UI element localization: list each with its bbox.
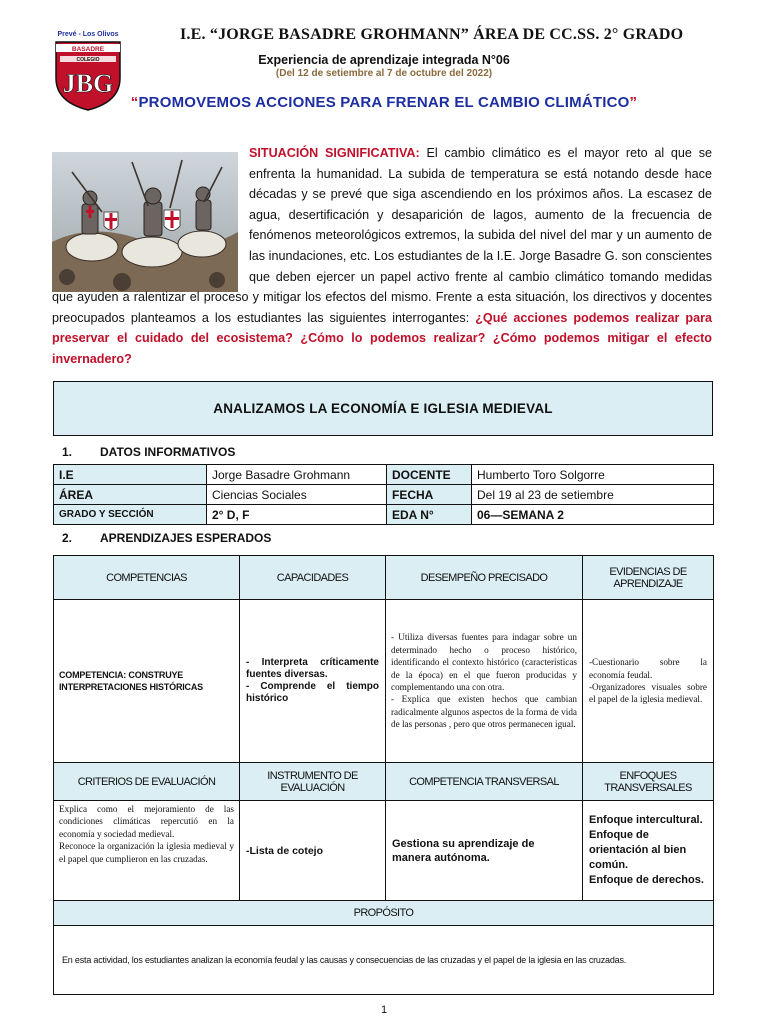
grado-value: 2° D, F: [207, 505, 387, 525]
proposito-header: PROPÓSITO: [54, 901, 714, 926]
logo-label: COLEGIO: [76, 57, 100, 63]
competencia-transversal-cell: Gestiona su aprendizaje de manera autónoma.: [386, 801, 583, 901]
table-row: [54, 505, 714, 525]
logo-top-text: Prevé - Los Olivos: [57, 31, 119, 38]
eda-label: EDA N°: [387, 505, 472, 525]
proposito-cell: En esta actividad, los estudiantes analizan la economía feudal y las causas y consecuencias de las cruzadas y el papel de la iglesia en las cruzadas.: [54, 926, 714, 995]
capacidades-header: CAPACIDADES: [240, 556, 386, 600]
table-row: [54, 926, 714, 995]
criterios-header: CRITERIOS DE EVALUACIÓN: [54, 763, 240, 801]
competencia-cell: COMPETENCIA: CONSTRUYE INTERPRETACIONES HISTÓRICAS: [54, 600, 240, 763]
section-2-title: APRENDIZAJES ESPERADOS: [100, 531, 272, 545]
criterio-item: Reconoce la organización la iglesia medieval y el papel que cumplieron en las cruzadas.: [59, 841, 234, 864]
table-row: [54, 465, 714, 485]
aprendizajes-table: [53, 555, 714, 995]
enfoques-header: ENFOQUES TRANSVERSALES: [583, 763, 714, 801]
situation-body: El cambio climático es el mayor reto al que se enfrenta la humanidad. La subida de temperatura se está notando desde hace décadas y se prevé que siga ascendiendo en los próximos años. La escasez de agua, desertificación y desaparición de lagos, aumento de la frecuencia de fenómenos meteorológicos extremos, la subida del nivel del mar y un aumento de las inundaciones, etc. Los estudiantes de la I.E. Jorge Basadre G. son conscientes que deben ejercer un papel activo frente al cambio climático tomando medidas que ayuden a ralentizar el proceso y mitigar los efectos del mismo. Frente a esta situación, los directivos y docentes preocupados planteamos a los estudiantes las siguientes interrogantes:: [52, 146, 712, 325]
enfoque-item: Enfoque de derechos.: [589, 874, 704, 886]
evidencia-item: -Organizadores visuales sobre el papel de la iglesia medieval.: [589, 682, 707, 705]
desempeno-cell: [386, 600, 583, 763]
area-value: Ciencias Sociales: [207, 485, 387, 505]
table-row: [54, 801, 714, 901]
situation-questions: ¿Qué acciones podemos realizar para preservar el cuidado del ecosistema? ¿Cómo lo podemos realizar? ¿Cómo podemos mitigar el efecto invernadero?: [52, 310, 712, 366]
capacidad-item: - Comprende el tiempo histórico: [246, 681, 379, 704]
school-title: I.E. “JORGE BASADRE GROHMANN” ÁREA DE CC.SS. 2° GRADO: [180, 26, 684, 43]
table-row: [54, 763, 714, 801]
session-title-banner: ANALIZAMOS LA ECONOMÍA E IGLESIA MEDIEVAL: [53, 381, 713, 436]
desempeno-item: - Utiliza diversas fuentes para indagar sobre un determinado hecho o proceso histórico, identificando el contexto histórico (características de la época) en el que fueron producidas y complementando una con otra.: [391, 632, 577, 692]
section-2-number: 2.: [62, 531, 73, 545]
section-1-heading: [62, 445, 235, 459]
desempeno-header: DESEMPEÑO PRECISADO: [386, 556, 583, 600]
enfoque-item: Enfoque intercultural.: [589, 814, 703, 826]
image-float-spacer: [52, 143, 249, 285]
fecha-label: FECHA: [387, 485, 472, 505]
slogan-text: PROMOVEMOS ACCIONES PARA FRENAR EL CAMBIO CLIMÁTICO: [138, 94, 630, 111]
ie-value: Jorge Basadre Grohmann: [207, 465, 387, 485]
evidencia-item: -Cuestionario sobre la economía feudal.: [589, 657, 707, 680]
situation-paragraph: [52, 143, 712, 370]
instrumento-cell: -Lista de cotejo: [240, 801, 386, 901]
datos-informativos-table: [53, 464, 714, 525]
evidencias-cell: [583, 600, 714, 763]
section-2-heading: [62, 531, 271, 545]
table-row: [54, 600, 714, 763]
page-number: 1: [380, 1004, 388, 1016]
docente-label: DOCENTE: [387, 465, 472, 485]
slogan-close-quote: ”: [629, 94, 638, 111]
logo-initials: JBG: [62, 69, 114, 98]
slogan-open-quote: “: [130, 94, 139, 111]
fecha-value: Del 19 al 23 de setiembre: [472, 485, 714, 505]
capacidades-cell: [240, 600, 386, 763]
slogan: [0, 94, 768, 111]
table-row: [54, 556, 714, 600]
logo-band-text: BASADRE: [71, 46, 105, 53]
eda-value: 06—SEMANA 2: [472, 505, 714, 525]
section-1-number: 1.: [62, 445, 73, 459]
docente-value: Humberto Toro Solgorre: [472, 465, 714, 485]
area-label: ÁREA: [54, 485, 207, 505]
enfoque-item: Enfoque de orientación al bien común.: [589, 829, 687, 871]
instrumento-header: INSTRUMENTO DE EVALUACIÓN: [240, 763, 386, 801]
ie-label: I.E: [54, 465, 207, 485]
section-1-title: DATOS INFORMATIVOS: [100, 445, 236, 459]
desempeno-item: - Explica que existen hechos que cambian radicalmente algunos aspectos de la forma de vida de las personas , pero que otros permanecen igual.: [391, 694, 577, 730]
experience-dates: (Del 12 de setiembre al 7 de octubre del 2022): [275, 68, 493, 79]
competencia-transversal-header: COMPETENCIA TRANSVERSAL: [386, 763, 583, 801]
criterios-cell: [54, 801, 240, 901]
table-row: [54, 901, 714, 926]
capacidad-item: - Interpreta críticamente fuentes diversas.: [246, 657, 379, 680]
criterio-item: Explica como el mejoramiento de las condiciones climáticas repercutió en la economía y sociedad medieval.: [59, 804, 234, 839]
table-row: [54, 485, 714, 505]
evidencias-header: EVIDENCIAS DE APRENDIZAJE: [583, 556, 714, 600]
situation-title: SITUACIÓN SIGNIFICATIVA:: [249, 146, 420, 160]
enfoques-cell: [583, 801, 714, 901]
grado-label: GRADO Y SECCIÓN: [54, 505, 207, 525]
experience-title: Experiencia de aprendizaje integrada N°06: [258, 53, 510, 67]
competencias-header: COMPETENCIAS: [54, 556, 240, 600]
